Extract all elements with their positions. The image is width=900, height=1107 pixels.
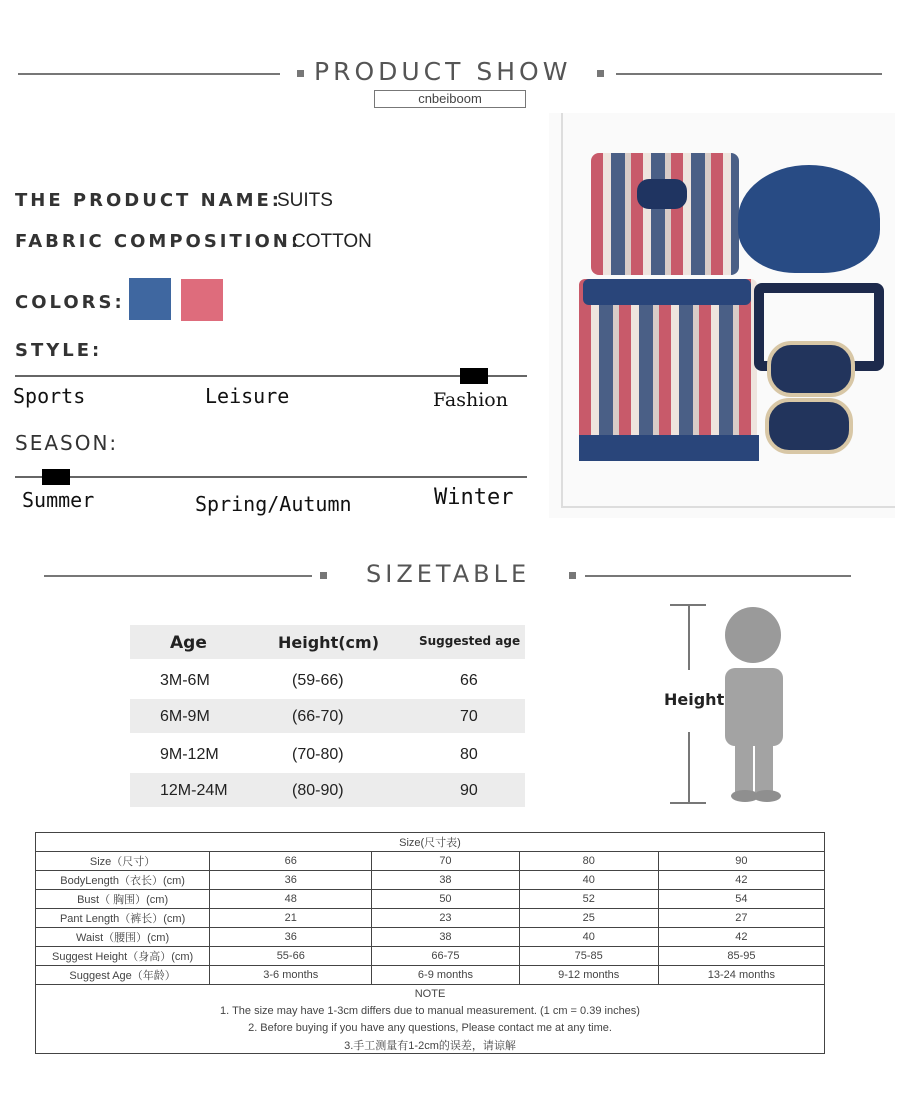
- detail-row: [36, 947, 825, 966]
- detail-row: [36, 928, 825, 947]
- sizetable-cell-age: 9M-12M: [160, 746, 219, 763]
- detail-caption: Size(尺寸表): [36, 833, 825, 852]
- brand-label: cnbeiboom: [374, 90, 526, 108]
- ruler-lower: [688, 732, 690, 802]
- style-scale-line: [15, 375, 527, 377]
- header-bullet-left: [297, 70, 304, 77]
- sizetable-cell-age: 3M-6M: [160, 672, 210, 689]
- detail-row-label: Bust（ 胸围）(cm): [36, 890, 210, 909]
- header-height: Height(cm): [278, 633, 379, 652]
- ruler-upper: [688, 604, 690, 670]
- detail-cell: 27: [658, 909, 824, 928]
- color-swatch-blue[interactable]: [129, 278, 171, 320]
- season-option-winter: Winter: [434, 485, 514, 510]
- sizetable-cell-suggested-age: 70: [460, 708, 478, 725]
- sizetable-cell-suggested-age: 80: [460, 746, 478, 763]
- detail-cell: 40: [519, 871, 658, 890]
- detail-cell: 13-24 months: [658, 966, 824, 985]
- season-option-spring-autumn: Spring/Autumn: [195, 492, 352, 516]
- detail-row: [36, 966, 825, 985]
- detail-row-label: Size（尺寸）: [36, 852, 210, 871]
- detail-size-table: [35, 832, 825, 1054]
- header-age: Age: [170, 633, 207, 653]
- header-suggested-age: Suggested age: [419, 634, 521, 648]
- detail-cell: 36: [210, 871, 372, 890]
- detail-cell: 50: [372, 890, 519, 909]
- shorts-image: [579, 279, 757, 459]
- ruler-bottom: [670, 802, 706, 804]
- detail-cell: 85-95: [658, 947, 824, 966]
- sizetable-row: [130, 663, 525, 697]
- style-marker: [460, 368, 488, 384]
- sandal-image-2: [765, 398, 853, 454]
- detail-row: [36, 909, 825, 928]
- detail-row-label: Pant Length（裤长）(cm): [36, 909, 210, 928]
- shorts-cuff: [579, 435, 759, 461]
- sizetable-header-row: [130, 625, 525, 659]
- bowtie-image: [637, 179, 687, 209]
- sizetable-cell-age: 12M-24M: [160, 782, 228, 799]
- product-name-label: THE PRODUCT NAME:: [15, 190, 282, 211]
- season-scale-line: [15, 476, 527, 478]
- sizetable-cell-suggested-age: 66: [460, 672, 478, 689]
- sizetable-bullet-right: [569, 572, 576, 579]
- detail-cell: 70: [372, 852, 519, 871]
- detail-cell: 21: [210, 909, 372, 928]
- style-option-fashion: Fashion: [433, 389, 508, 411]
- style-label: STYLE:: [15, 340, 103, 361]
- sizetable-cell-height: (80-90): [292, 782, 344, 799]
- sizetable-row: [130, 737, 525, 771]
- detail-row-label: Suggest Age（年龄）: [36, 966, 210, 985]
- detail-cell: 9-12 months: [519, 966, 658, 985]
- sizetable-bullet-left: [320, 572, 327, 579]
- detail-cell: 40: [519, 928, 658, 947]
- detail-cell: 38: [372, 871, 519, 890]
- shirt-image: [591, 153, 739, 275]
- detail-row-label: BodyLength（衣长）(cm): [36, 871, 210, 890]
- fabric-label: FABRIC COMPOSITION:: [15, 231, 302, 252]
- note-line: 1. The size may have 1-3cm differs due to manual measurement. (1 cm = 0.39 inches): [36, 1002, 825, 1019]
- note-heading: NOTE: [36, 985, 825, 1003]
- sizetable-row: [130, 699, 525, 733]
- detail-cell: 36: [210, 928, 372, 947]
- detail-cell: 80: [519, 852, 658, 871]
- colors-label: COLORS:: [15, 292, 125, 313]
- detail-cell: 55-66: [210, 947, 372, 966]
- note-line: 2. Before buying if you have any questions, Please contact me at any time.: [36, 1019, 825, 1036]
- detail-cell: 54: [658, 890, 824, 909]
- sizetable-line-right: [585, 575, 851, 577]
- detail-row: [36, 871, 825, 890]
- detail-cell: 48: [210, 890, 372, 909]
- detail-row: [36, 852, 825, 871]
- detail-cell: 66-75: [372, 947, 519, 966]
- sandal-image-1: [767, 341, 855, 397]
- season-marker: [42, 469, 70, 485]
- sizetable-line-left: [44, 575, 312, 577]
- detail-cell: 42: [658, 871, 824, 890]
- detail-cell: 6-9 months: [372, 966, 519, 985]
- page-title: PRODUCT SHOW: [314, 57, 572, 86]
- header-line-right: [616, 73, 882, 75]
- detail-cell: 42: [658, 928, 824, 947]
- sizetable-cell-height: (59-66): [292, 672, 344, 689]
- sizetable-cell-height: (66-70): [292, 708, 344, 725]
- detail-cell: 38: [372, 928, 519, 947]
- child-silhouette-icon: [715, 600, 795, 810]
- note-line: 3.手工测量有1-2cm的误差，请谅解: [36, 1036, 825, 1054]
- shorts-waistband: [583, 279, 751, 305]
- detail-row-label: Suggest Height（身高）(cm): [36, 947, 210, 966]
- detail-cell: 52: [519, 890, 658, 909]
- detail-row-label: Waist（腰围）(cm): [36, 928, 210, 947]
- season-option-summer: Summer: [22, 488, 95, 512]
- sizetable-cell-suggested-age: 90: [460, 782, 478, 799]
- detail-row: [36, 890, 825, 909]
- sizetable-cell-age: 6M-9M: [160, 708, 210, 725]
- detail-cell: 25: [519, 909, 658, 928]
- sizetable-row: [130, 773, 525, 807]
- detail-cell: 3-6 months: [210, 966, 372, 985]
- product-photo: [549, 113, 895, 518]
- height-label: Height: [664, 690, 725, 709]
- style-option-sports: Sports: [13, 384, 86, 408]
- sizetable-title: SIZETABLE: [366, 560, 531, 588]
- cap-image: [738, 165, 880, 273]
- fabric-value: COTTON: [292, 231, 372, 252]
- detail-cell: 23: [372, 909, 519, 928]
- header-line-left: [18, 73, 280, 75]
- sizetable-cell-height: (70-80): [292, 746, 344, 763]
- color-swatch-pink[interactable]: [181, 279, 223, 321]
- detail-cell: 66: [210, 852, 372, 871]
- product-name-value: SUITS: [277, 190, 333, 211]
- header-bullet-right: [597, 70, 604, 77]
- detail-cell: 90: [658, 852, 824, 871]
- detail-cell: 75-85: [519, 947, 658, 966]
- style-option-leisure: Leisure: [205, 384, 290, 408]
- season-label: SEASON:: [15, 431, 119, 455]
